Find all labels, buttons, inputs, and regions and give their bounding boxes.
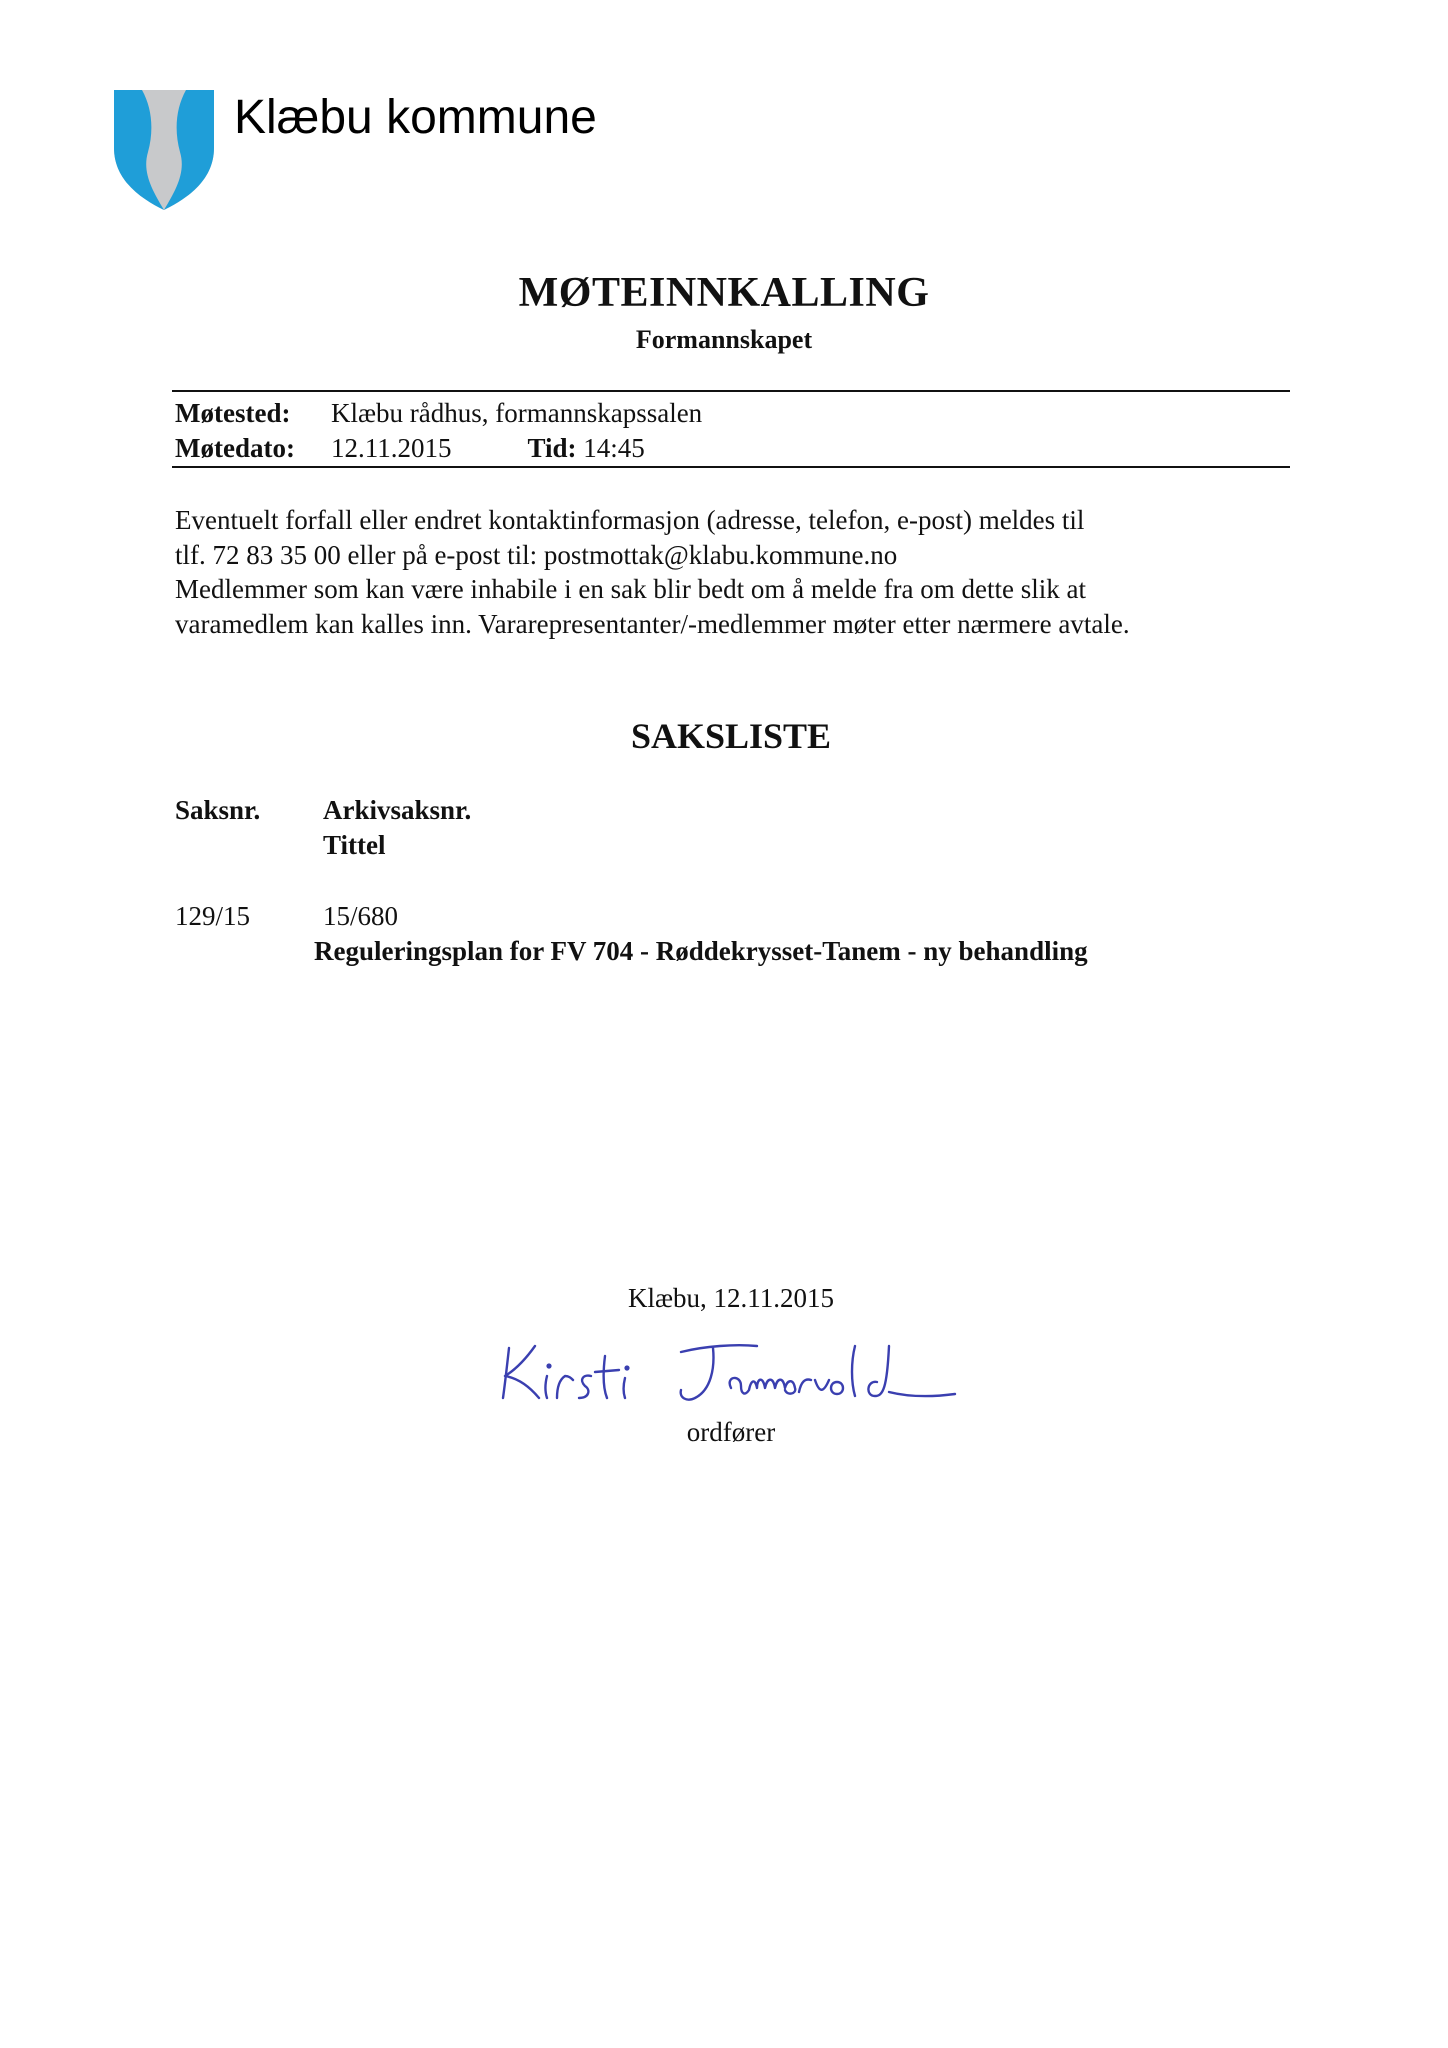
column-header-arkivsaksnr: Arkivsaksnr. <box>323 795 472 825</box>
document-subtitle: Formannskapet <box>635 325 813 354</box>
notice-line: Eventuelt forfall eller endret kontaktinformasjon (adresse, telefon, e-post) meldes til <box>175 505 1085 535</box>
meeting-date-value: 12.11.2015 <box>331 433 452 463</box>
agenda-item-saksnr: 129/15 <box>175 901 251 931</box>
meeting-date-row <box>175 431 645 465</box>
divider-bottom <box>172 466 1290 468</box>
agenda-item-arkivsaksnr: 15/680 <box>323 901 399 931</box>
notice-paragraph <box>175 503 1295 641</box>
meeting-place-label: Møtested: <box>175 398 291 428</box>
notice-line: Medlemmer som kan være inhabile i en sak blir bedt om å melde fra om dette slik at <box>175 574 1086 604</box>
document-title: MØTEINNKALLING <box>518 270 930 316</box>
meeting-place-row <box>175 396 702 430</box>
notice-line: varamedlem kan kalles inn. Vararepresentanter/-medlemmer møter etter nærmere avtale. <box>175 608 1130 639</box>
agenda-item-title: Reguleringsplan for FV 704 - Røddekrysset-Tanem - ny behandling <box>314 936 1088 966</box>
signature-icon <box>495 1332 965 1412</box>
column-header-tittel: Tittel <box>323 830 386 860</box>
notice-line: tlf. 72 83 35 00 eller på e-post til: postmottak@klabu.kommune.no <box>175 539 898 570</box>
coat-of-arms-icon <box>112 86 216 212</box>
signer-title: ordfører <box>686 1417 776 1447</box>
agenda-title: SAKSLISTE <box>630 716 832 756</box>
municipality-name: Klæbu kommune <box>234 91 597 144</box>
divider-top <box>172 390 1290 392</box>
meeting-date-label: Møtedato: <box>175 433 295 463</box>
meeting-time-value: 14:45 <box>583 433 645 463</box>
place-and-date: Klæbu, 12.11.2015 <box>627 1283 834 1313</box>
column-header-saksnr: Saksnr. <box>175 795 261 825</box>
meeting-time-label: Tid: <box>527 433 577 463</box>
meeting-place-value: Klæbu rådhus, formannskapssalen <box>331 398 703 428</box>
